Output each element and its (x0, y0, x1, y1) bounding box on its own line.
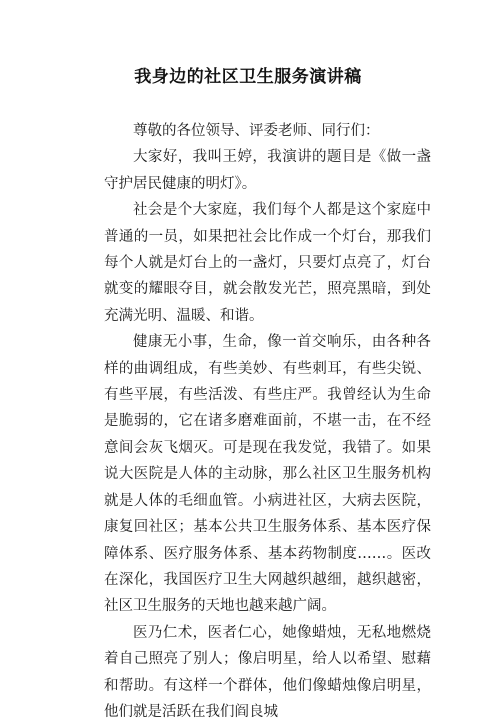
body-paragraph: 社会是个大家庭，我们每个人都是这个家庭中普通的一员，如果把社会比作成一个灯台，那我们每个人就是灯台上的一盏灯，只要灯点亮了，灯台就变的耀眼夺目，就会散发光芒，照亮黑暗，到处充满光明、温暖、和谐。 (104, 202, 431, 324)
salutation-paragraph: 尊敬的各位领导、评委老师、同行们： (133, 123, 380, 139)
body-paragraph: 健康无小事，生命，像一首交响乐，由各种各样的曲调组成，有些美妙、有些刺耳，有些尖锐、有些平展，有些活泼、有些庄严。我曾经认为生命是脆弱的，它在诸多磨难面前，不堪一击，在不经意间会灰飞烟灭。可是现在我发觉，我错了。如果说大医院是人体的主动脉，那么社区卫生服务机构就是人体的毛细血管。小病进社区，大病去医院，康复回社区；基本公共卫生服务体系、基本医疗保障体系、医疗服务体系、基本药物制度……。医改在深化，我国医疗卫生大网越织越细，越织越密，社区卫生服务的天地也越来越广阔。 (104, 334, 431, 615)
document-body (104, 118, 431, 725)
introduction-paragraph: 大家好，我叫王婷，我演讲的题目是《做一盏守护居民健康的明灯》。 (104, 149, 431, 192)
body-paragraph: 医乃仁术，医者仁心，她像蜡烛，无私地燃烧着自己照亮了别人；像启明星，给人以希望、慰藉和帮助。有这样一个群体，他们像蜡烛像启明星，他们就是活跃在我们阎良城 (104, 624, 431, 720)
document-title: 我身边的社区卫生服务演讲稿 (134, 67, 362, 87)
